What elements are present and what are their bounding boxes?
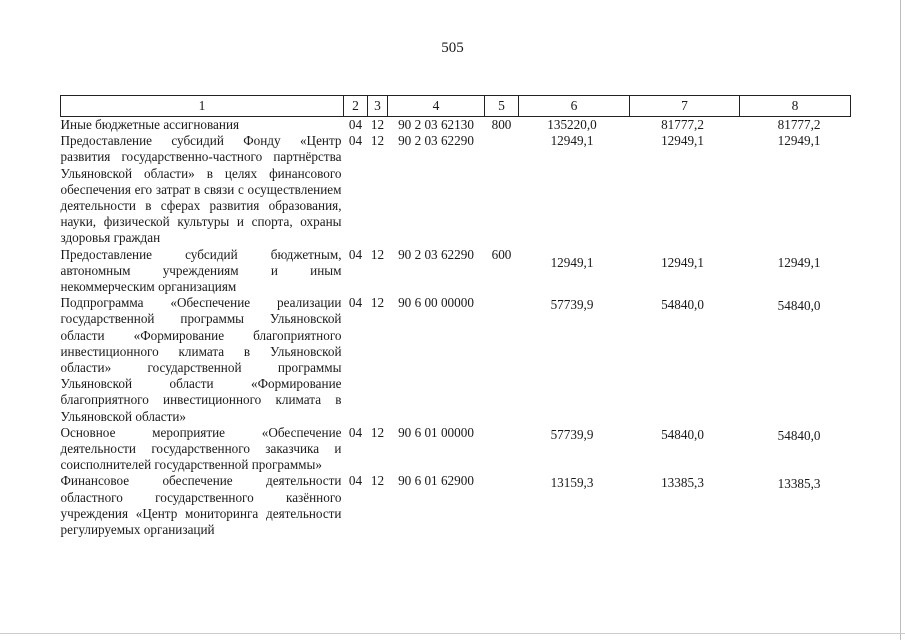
row-name: Предоставление субсидий Фонду «Центр развития государственно-частного партнёрства Ульяновской области» в целях финансового обеспечения его затрат в связи с осуществлением деятельности в сферах развития образования, науки, физической культуры и спорта, охраны здоровья граждан — [60, 133, 342, 246]
row-name: Подпрограмма «Обеспечение реализации государственной программы Ульяновской области «Формирование благоприятного инвестиционного климата в Ульяновской области» государственной программы Ульяновской области «Формирование благоприятного инвестиционного климата в Ульяновской области» — [60, 295, 342, 424]
header-col-3: 3 — [368, 96, 388, 117]
row-section: 04 — [348, 473, 363, 489]
table-row — [61, 133, 851, 246]
row-target-article: 90 2 03 62290 — [398, 133, 474, 149]
row-amount-col6: 57739,9 — [550, 297, 594, 313]
row-subsection: 12 — [370, 246, 385, 262]
row-amount-col8: 12949,1 — [777, 254, 821, 270]
row-section: 04 — [348, 424, 363, 440]
header-col-2: 2 — [344, 96, 368, 117]
row-subsection: 12 — [370, 424, 385, 440]
header-col-1: 1 — [61, 96, 344, 117]
row-target-article: 90 2 03 62130 — [398, 117, 474, 132]
row-target-article: 90 6 01 62900 — [398, 473, 474, 489]
row-amount-col6: 57739,9 — [550, 426, 594, 442]
row-amount-col8: 12949,1 — [777, 133, 821, 149]
row-amount-col7: 13385,3 — [661, 475, 704, 491]
row-amount-col7: 81777,2 — [661, 117, 704, 132]
row-section: 04 — [348, 117, 363, 132]
budget-table — [60, 95, 851, 538]
table-row — [61, 473, 851, 538]
row-amount-col6: 13159,3 — [550, 475, 594, 491]
row-amount-col8: 81777,2 — [777, 117, 821, 132]
row-amount-col6: 135220,0 — [547, 117, 597, 132]
row-expense-type: 600 — [491, 246, 512, 262]
row-amount-col7: 54840,0 — [661, 426, 704, 442]
page-number: 505 — [441, 40, 464, 56]
table-row — [61, 295, 851, 425]
row-target-article: 90 2 03 62290 — [398, 246, 474, 262]
row-amount-col6: 12949,1 — [550, 254, 594, 270]
row-name: Основное мероприятие «Обеспечение деятельности государственного заказчика и соисполнителей государственной программы» — [60, 424, 342, 473]
row-expense-type — [485, 425, 519, 474]
row-amount-col8: 54840,0 — [777, 298, 821, 314]
row-expense-type — [485, 295, 519, 425]
row-expense-type: 800 — [491, 117, 512, 132]
header-col-4: 4 — [388, 96, 485, 117]
row-target-article: 90 6 01 00000 — [398, 424, 474, 440]
row-expense-type — [485, 133, 519, 246]
row-section: 04 — [348, 295, 363, 311]
row-amount-col8: 13385,3 — [777, 476, 821, 492]
row-subsection: 12 — [370, 295, 385, 311]
header-col-5: 5 — [485, 96, 519, 117]
header-col-6: 6 — [519, 96, 630, 117]
row-section: 04 — [348, 133, 363, 149]
table-row — [61, 247, 851, 296]
table-row — [61, 425, 851, 474]
row-subsection: 12 — [370, 117, 385, 132]
row-subsection: 12 — [370, 473, 385, 489]
page-edge-right — [900, 0, 901, 640]
row-amount-col7: 12949,1 — [661, 254, 704, 270]
header-col-7: 7 — [630, 96, 740, 117]
row-amount-col6: 12949,1 — [550, 133, 594, 149]
row-target-article: 90 6 00 00000 — [398, 295, 474, 311]
row-subsection: 12 — [370, 133, 385, 149]
row-amount-col8: 54840,0 — [777, 427, 821, 443]
row-name: Предоставление субсидий бюджетным, автономным учреждениям и иным некоммерческим организациям — [60, 246, 342, 295]
row-amount-col7: 12949,1 — [661, 133, 704, 149]
table-row — [61, 117, 851, 134]
row-section: 04 — [348, 246, 363, 262]
table-header-row — [61, 96, 851, 117]
header-col-8: 8 — [740, 96, 851, 117]
row-amount-col7: 54840,0 — [661, 297, 704, 313]
row-expense-type — [485, 473, 519, 538]
row-name: Иные бюджетные ассигнования — [60, 117, 240, 132]
page-edge-bottom — [0, 633, 905, 634]
row-name: Финансовое обеспечение деятельности областного государственного казённого учреждения «Центр мониторинга деятельности регулируемых организаций — [60, 473, 342, 538]
